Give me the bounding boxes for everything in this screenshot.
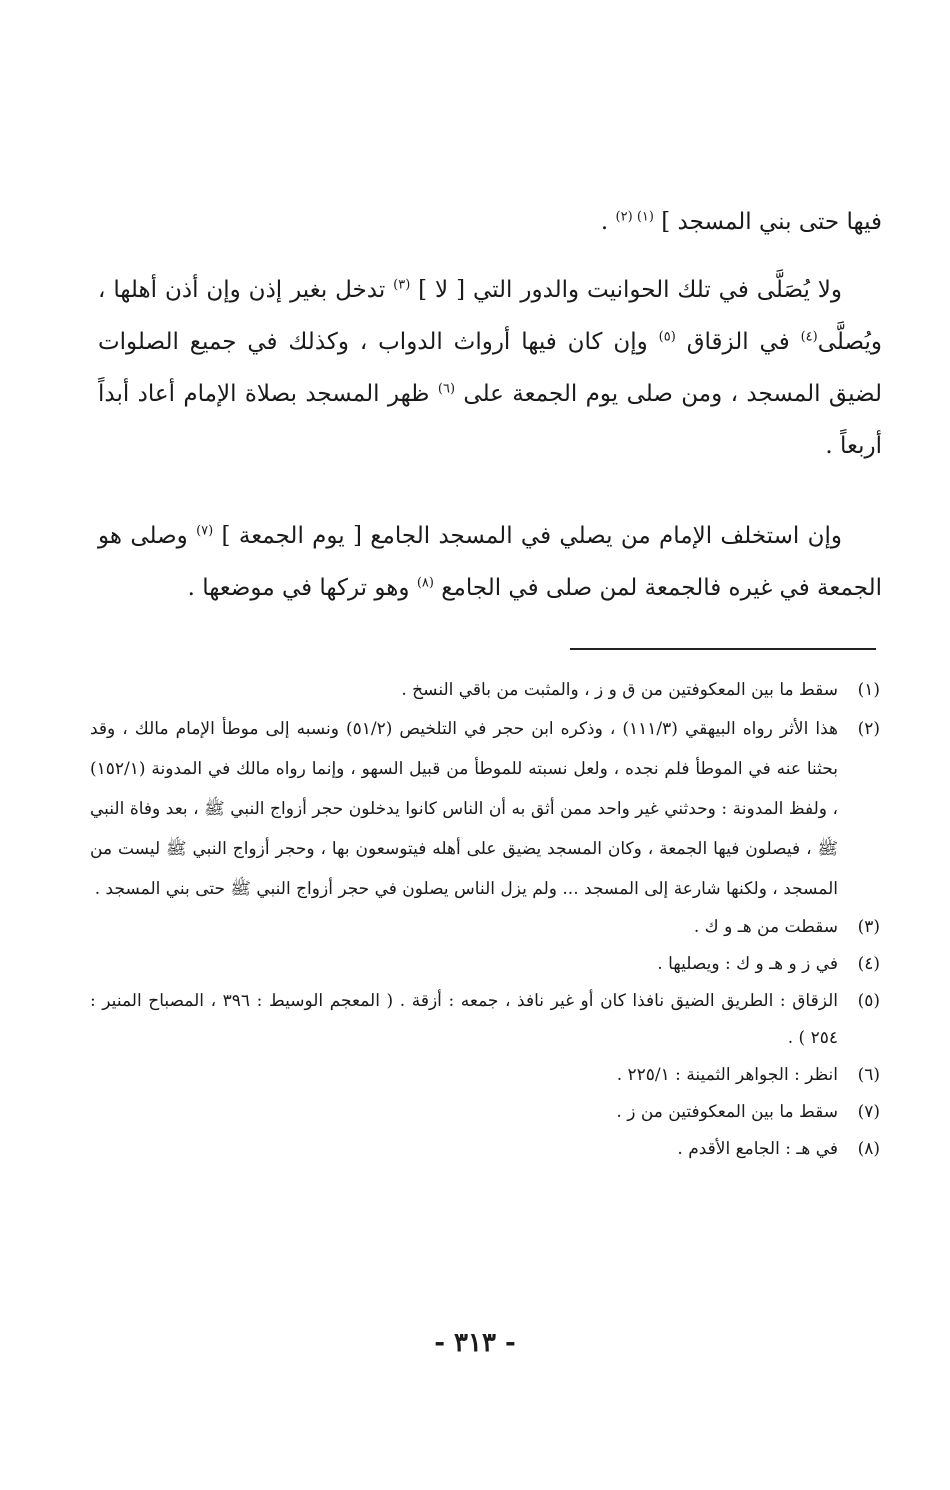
text-run: تدخل بغير إذن وإن أذن أهلها ، ويُصلَّى <box>98 277 882 355</box>
text-run: . <box>600 209 616 235</box>
footnote-text: في هـ : الجامع الأقدم . <box>677 1139 838 1159</box>
text-run: وهو تركها في موضعها . <box>187 575 417 601</box>
footnote-ref: (٣) <box>393 277 411 293</box>
main-text-paragraph-2 <box>98 264 882 472</box>
footnote-4 <box>90 946 880 983</box>
paragraph-2 <box>98 264 882 472</box>
footnote-separator <box>570 648 876 650</box>
text-run: وإن كان فيها أرواث الدواب ، وكذلك في جميع الصلوات لضيق المسجد ، ومن صلى يوم الجمعة على <box>98 329 882 407</box>
footnote-6 <box>90 1057 880 1094</box>
footnote-ref: (١) (٢) <box>615 209 654 225</box>
footnote-ref: (٧) <box>196 523 214 539</box>
footnote-ref: (٦) <box>437 381 456 397</box>
paragraph-3 <box>98 510 882 614</box>
footnote-number: (٨) <box>857 1139 880 1159</box>
footnote-text: هذا الأثر رواه البيهقي (١١١/٣) ، وذكره ابن حجر في التلخيص (٥١/٢) ونسبه إلى موطأ الإمام مالك ، وقد بحثنا عنه في الموطأ فلم نجده ، ولعل نسبته للموطأ من قبيل السهو ، وإنما رواه مالك في المدونة (١٥٢/١) ، ولفظ المدونة : وحدثني غير واحد ممن أثق به أن الناس كانوا يدخلون حجر أزواج النبي ﷺ ، بعد وفاة النبي ﷺ ، فيصلون فيها الجمعة ، وكان المسجد يضيق على أهله فيتوسعون بها ، وحجر أزواج النبي ﷺ ليست من المسجد ، ولكنها شارعة إلى المسجد ... ولم يزل الناس يصلون في حجر أزواج النبي ﷺ حتى بني المسجد . <box>90 719 838 899</box>
footnote-number: (٥) <box>857 991 880 1011</box>
footnote-number: (٧) <box>857 1102 880 1122</box>
footnotes-section <box>90 672 880 1168</box>
footnote-number: (٣) <box>857 917 880 937</box>
page-number: - ٣١٣ - <box>434 1328 516 1358</box>
footnote-3 <box>90 909 880 946</box>
footnote-2 <box>90 709 880 909</box>
footnote-number: (٦) <box>857 1065 880 1085</box>
text-run: فيها حتى بني المسجد ] <box>653 209 882 235</box>
main-text-line1 <box>98 196 882 248</box>
footnote-text: الزقاق : الطريق الضيق نافذا كان أو غير نافذ ، جمعه : أزقة . ( المعجم الوسيط : ٣٩٦ ، المصباح المنير : ٢٥٤ ) . <box>90 991 838 1048</box>
text-run: في الزقاق <box>675 329 801 355</box>
footnote-number: (٢) <box>857 719 880 739</box>
footnote-ref: (٤) <box>800 329 818 345</box>
footnote-text: انظر : الجواهر الثمينة : ٢٢٥/١ . <box>616 1065 838 1085</box>
footnote-1 <box>90 672 880 709</box>
footnote-number: (٤) <box>857 954 880 974</box>
footnote-8 <box>90 1131 880 1168</box>
footnote-number: (١) <box>857 680 880 700</box>
footnote-5 <box>90 983 880 1057</box>
main-text-paragraph-3 <box>98 510 882 614</box>
footnote-7 <box>90 1094 880 1131</box>
text-run: ولا يُصَلَّى في تلك الحوانيت والدور التي [ لا ] <box>410 277 843 303</box>
paragraph-1 <box>98 196 882 248</box>
footnote-ref: (٥) <box>658 329 676 345</box>
text-run: وصلى هو الجمعة في غيره فالجمعة لمن صلى في الجامع <box>98 523 882 601</box>
footnote-ref: (٨) <box>416 575 434 591</box>
footnote-text: في ز و هـ و ك : ويصليها . <box>657 954 838 974</box>
footnote-text: سقطت من هـ و ك . <box>693 917 838 937</box>
text-run: ظهر المسجد بصلاة الإمام أعاد أبداً أربعاً . <box>98 381 882 459</box>
footnote-text: سقط ما بين المعكوفتين من ق و ز ، والمثبت من باقي النسخ . <box>401 680 838 700</box>
footnote-text: سقط ما بين المعكوفتين من ز . <box>616 1102 838 1122</box>
text-run: وإن استخلف الإمام من يصلي في المسجد الجامع [ يوم الجمعة ] <box>213 523 842 549</box>
